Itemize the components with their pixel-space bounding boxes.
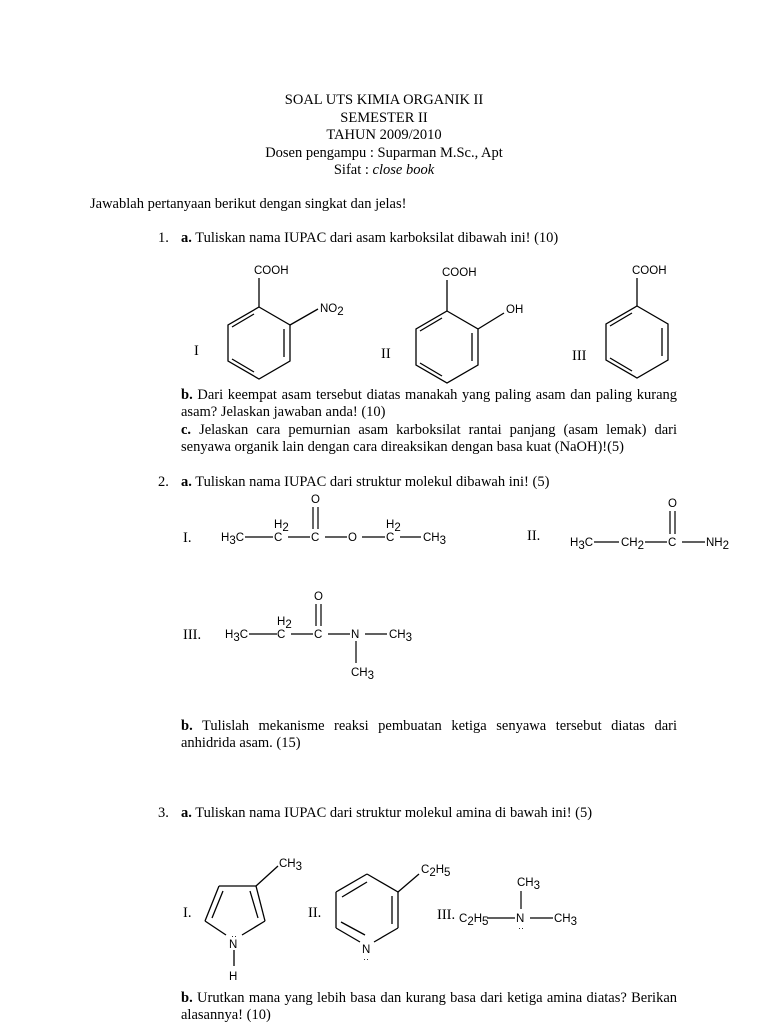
svg-text:H3C: H3C bbox=[570, 537, 594, 552]
exam-lecturer: Dosen pengampu : Suparman M.Sc., Apt bbox=[265, 144, 503, 161]
svg-text:H3C: H3C bbox=[225, 629, 249, 644]
svg-text:C: C bbox=[311, 532, 320, 544]
instruction: Jawablah pertanyaan berikut dengan singkat dan jelas! bbox=[90, 196, 407, 212]
pyrrole-h-label: H bbox=[229, 971, 238, 983]
q1-number: 1. bbox=[158, 230, 169, 246]
svg-text:NH2: NH2 bbox=[706, 537, 730, 552]
svg-text:H2: H2 bbox=[386, 519, 401, 534]
cooh-label-3: COOH bbox=[632, 265, 667, 277]
q3-number: 3. bbox=[158, 805, 169, 821]
svg-text:CH3: CH3 bbox=[517, 877, 541, 892]
svg-text:CH3: CH3 bbox=[351, 667, 375, 682]
exam-semester: SEMESTER II bbox=[340, 109, 428, 126]
svg-text:O: O bbox=[314, 591, 323, 603]
no2-label: NO2 bbox=[320, 303, 344, 318]
structure-dimethylethylamine bbox=[459, 877, 577, 933]
svg-text:C2H5: C2H5 bbox=[459, 913, 489, 928]
svg-text:O: O bbox=[668, 498, 677, 510]
q2a: a. Tuliskan nama IUPAC dari struktur molekul dibawah ini! (5) bbox=[181, 474, 550, 490]
svg-text:H2: H2 bbox=[277, 616, 292, 631]
q2-struct-1-numeral: I. bbox=[183, 530, 192, 546]
svg-text:N: N bbox=[351, 629, 360, 641]
q3-struct-3-numeral: III. bbox=[437, 907, 456, 923]
svg-text:H3C: H3C bbox=[221, 532, 245, 547]
svg-text:C: C bbox=[277, 629, 286, 641]
structure-3-methylpyrrole bbox=[205, 866, 278, 966]
q2b: b. Tulislah mekanisme reaksi pembuatan ketiga senyawa tersebut diatas dari anhidrida asam. (15) bbox=[181, 718, 677, 751]
q3-struct-2-numeral: II. bbox=[308, 905, 322, 921]
svg-text:N: N bbox=[516, 913, 525, 925]
svg-text:CH3: CH3 bbox=[389, 629, 413, 644]
q2-struct-3-numeral: III. bbox=[183, 627, 202, 643]
q3-struct-1-numeral: I. bbox=[183, 905, 192, 921]
q1b: b. Dari keempat asam tersebut diatas manakah yang paling asam dan paling kurang asam? Jelaskan jawaban anda! (10) bbox=[181, 387, 678, 420]
svg-text:C: C bbox=[386, 532, 395, 544]
svg-text:O: O bbox=[311, 494, 320, 506]
svg-text:CH3: CH3 bbox=[423, 532, 447, 547]
cooh-label-2: COOH bbox=[442, 267, 477, 279]
structure-3-ethylpyridine bbox=[336, 874, 419, 942]
pyrrole-ch3-label: CH3 bbox=[279, 858, 303, 873]
exam-nature-value: close book bbox=[372, 162, 435, 178]
exam-year: TAHUN 2009/2010 bbox=[326, 127, 442, 143]
q3b: b. Urutkan mana yang lebih basa dan kurang basa dari ketiga amina diatas? Berikan alasannya! (10) bbox=[181, 990, 678, 1023]
svg-text:H2: H2 bbox=[274, 519, 289, 534]
oh-label: OH bbox=[506, 304, 524, 316]
svg-text:C: C bbox=[314, 629, 323, 641]
svg-text:··: ·· bbox=[231, 931, 237, 941]
q1-struct-1-numeral: I bbox=[194, 343, 199, 359]
pyrrole-n-label: N bbox=[229, 939, 238, 951]
svg-text:CH3: CH3 bbox=[554, 913, 578, 928]
q1c: c. Jelaskan cara pemurnian asam karboksilat rantai panjang (asam lemak) dari senyawa organik lain dengan cara direaksikan dengan basa kuat (NaOH)!(5) bbox=[181, 422, 677, 455]
cooh-label-1: COOH bbox=[254, 265, 289, 277]
q2-struct-2-numeral: II. bbox=[527, 528, 541, 544]
q1-struct-2-numeral: II bbox=[381, 346, 391, 362]
q2-number: 2. bbox=[158, 474, 169, 490]
q3a: a. Tuliskan nama IUPAC dari struktur molekul amina di bawah ini! (5) bbox=[181, 805, 593, 821]
svg-text:O: O bbox=[348, 532, 357, 544]
pyridine-n-label: N bbox=[362, 944, 371, 956]
pyridine-c2h5-label: C2H5 bbox=[421, 864, 451, 879]
q1-struct-3-numeral: III bbox=[572, 348, 587, 364]
svg-text:CH2: CH2 bbox=[621, 537, 645, 552]
svg-text:··: ·· bbox=[363, 954, 369, 964]
exam-title: SOAL UTS KIMIA ORGANIK II bbox=[284, 92, 484, 108]
exam-nature: Sifat : close book bbox=[333, 162, 435, 178]
svg-text:C: C bbox=[668, 537, 677, 549]
q1a: a. Tuliskan nama IUPAC dari asam karboksilat dibawah ini! (10) bbox=[181, 230, 559, 246]
svg-text:C: C bbox=[274, 532, 283, 544]
svg-text:··: ·· bbox=[518, 923, 524, 933]
